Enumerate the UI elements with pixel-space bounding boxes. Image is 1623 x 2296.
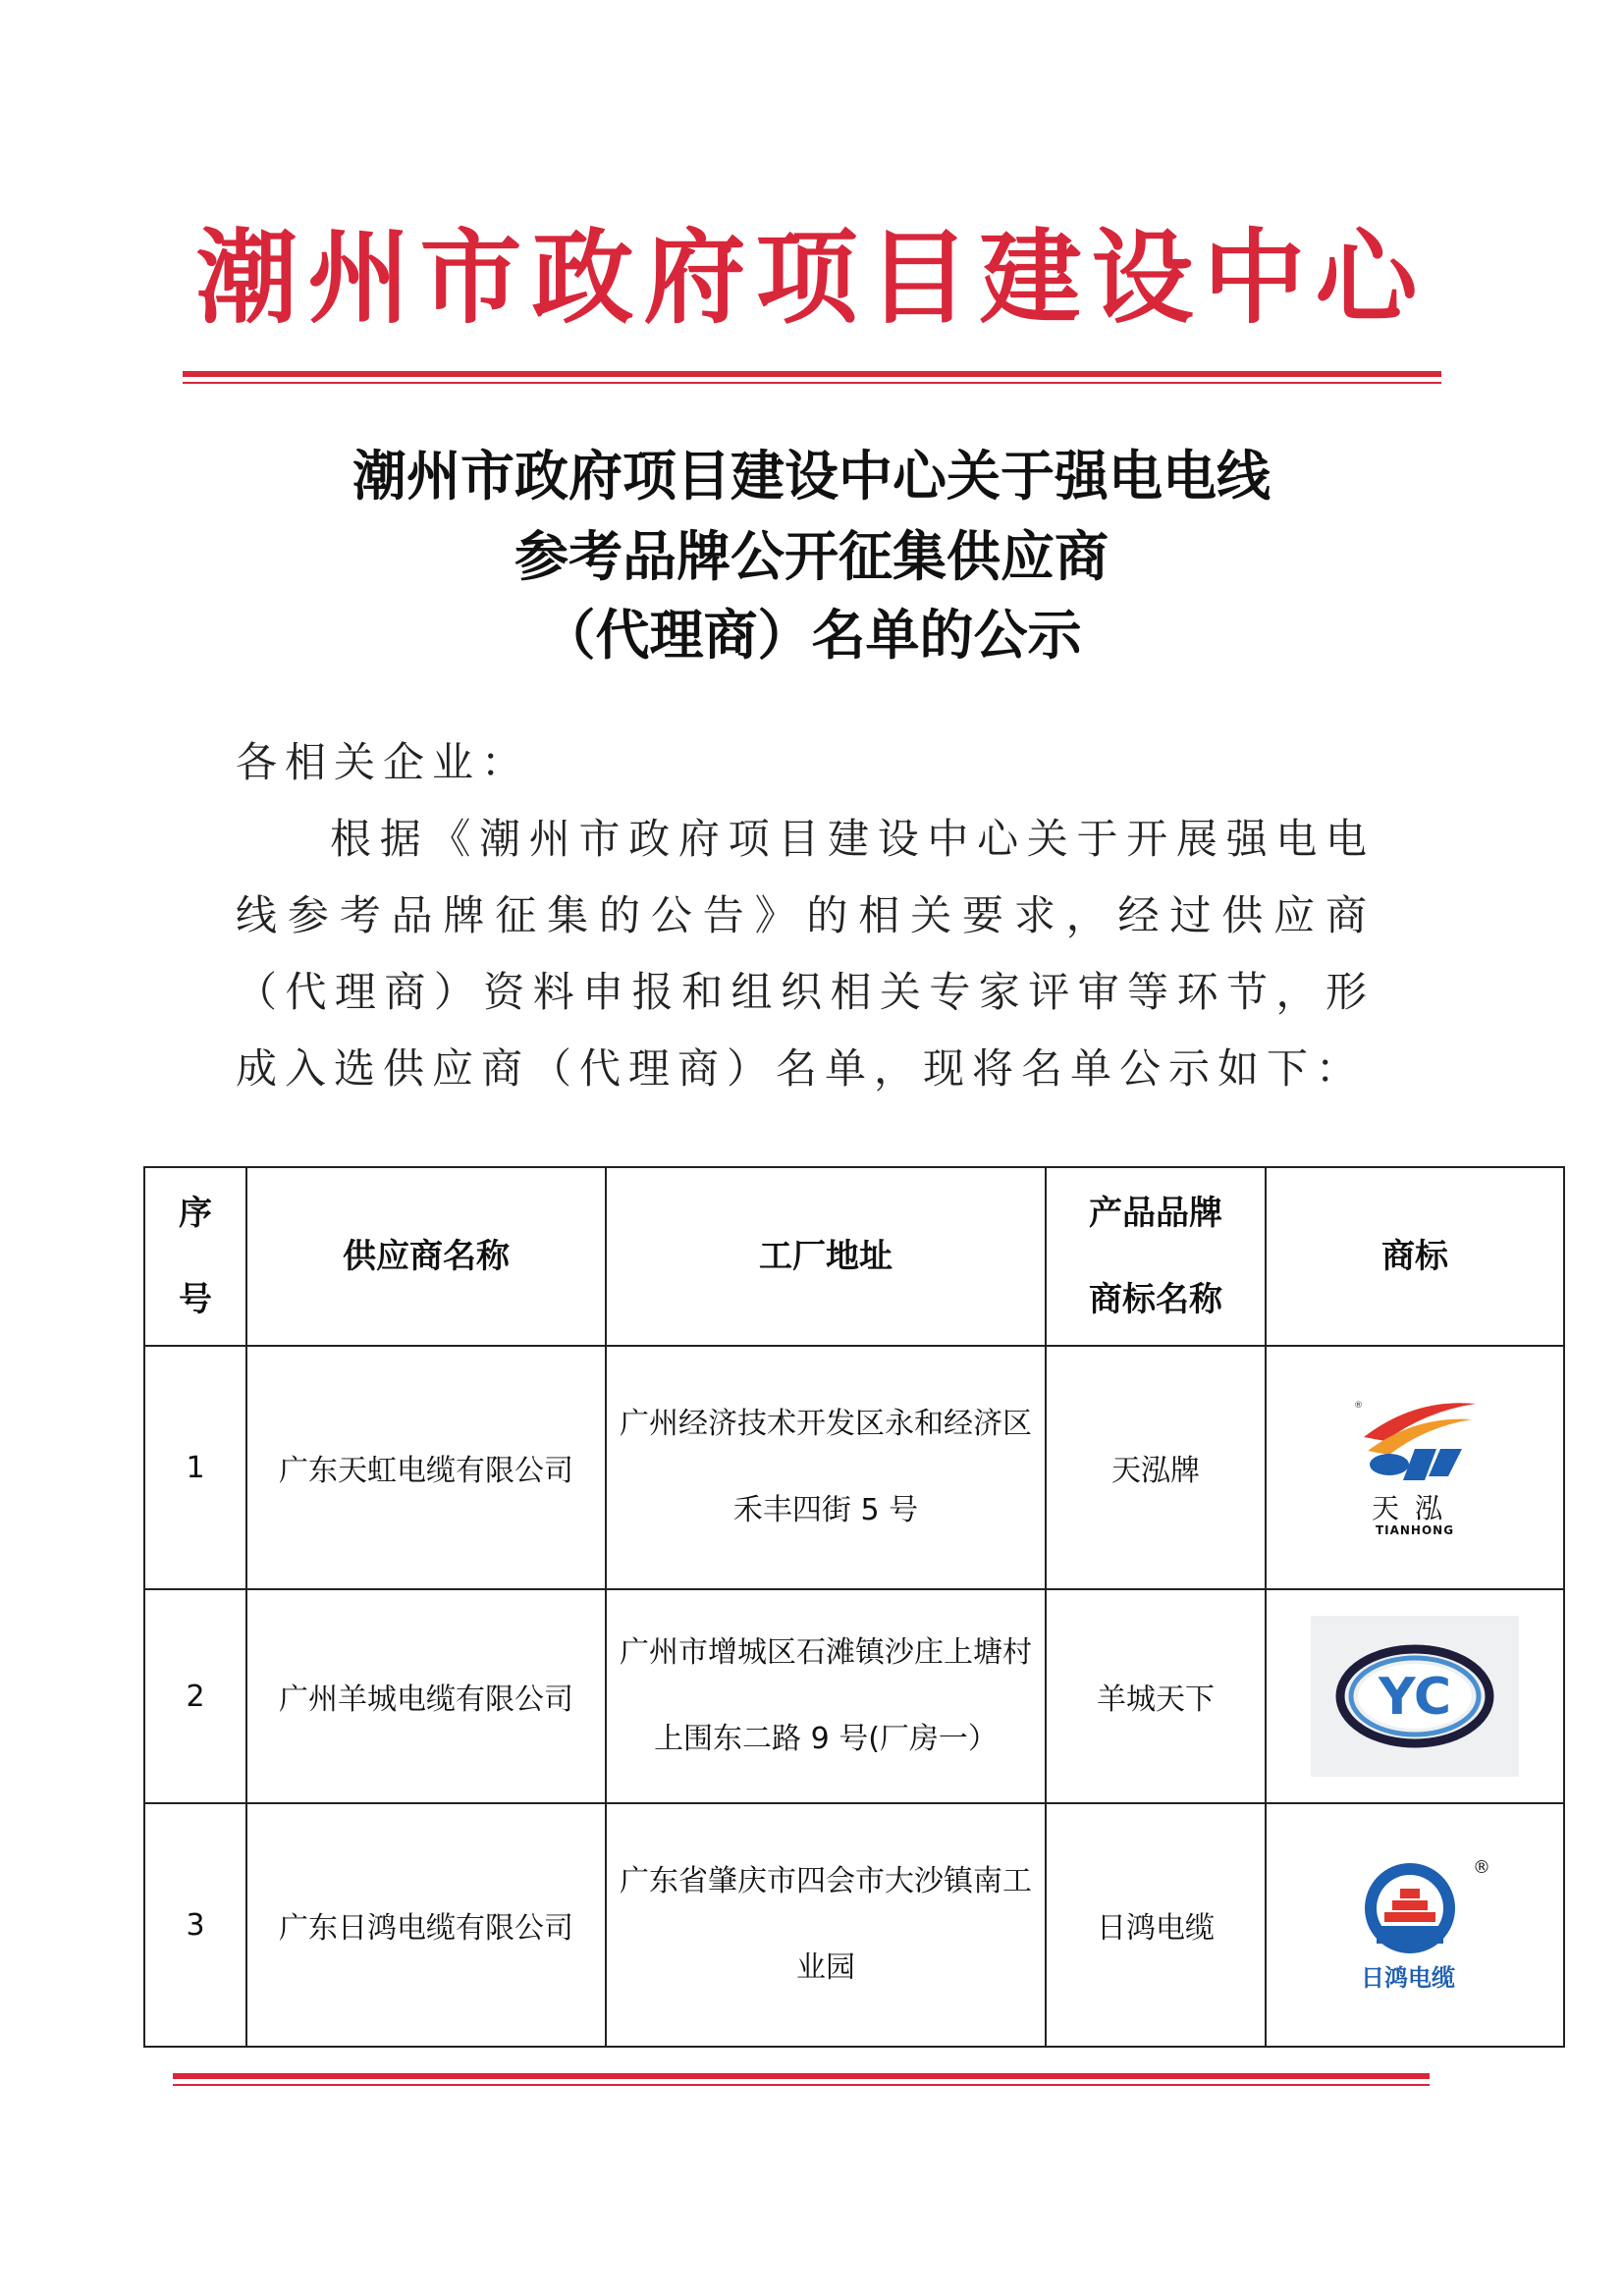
header-address: 工厂地址 [606,1167,1046,1346]
letterhead-rule-thin [183,382,1441,384]
header-index [144,1167,246,1346]
row-address [606,1803,1046,2047]
row-index: 2 [144,1589,246,1803]
rihong-logo [1341,1857,1488,1993]
row-supplier: 广东天虹电缆有限公司 [246,1346,606,1589]
row-brand: 日鸿电缆 [1046,1803,1266,2047]
rihong-registered-mark: ® [1473,1857,1490,1878]
tianhong-logo-cn: 天泓 [1371,1492,1458,1524]
header-index-line2: 号 [179,1280,212,1319]
row-supplier: 广州羊城电缆有限公司 [246,1589,606,1803]
header-brand-line1: 产品品牌 [1089,1194,1222,1233]
row-index: 1 [144,1346,246,1589]
tianhong-logo-en: TIANHONG [1375,1523,1455,1537]
yangcheng-logo [1311,1616,1519,1777]
row-logo [1266,1346,1564,1589]
tianhong-swoosh-icon [1346,1398,1484,1486]
tianhong-logo [1346,1398,1484,1537]
rihong-logo-cn: 日鸿电缆 [1361,1964,1455,1992]
row-logo [1266,1803,1564,2047]
letterhead-rule-thick [183,371,1441,377]
row-address-line2: 禾丰四街 5 号 [732,1493,919,1527]
yangcheng-logo-mark: YC [1379,1668,1451,1727]
row-brand: 羊城天下 [1046,1589,1266,1803]
salutation: 各相关企业： [236,738,531,786]
row-address [606,1589,1046,1803]
table-header-row [144,1167,1564,1346]
footer-rule-thick [173,2073,1430,2079]
row-address-line2: 上围东二路 9 号(厂房一） [654,1722,998,1756]
body-paragraph: 根据《潮州市政府项目建设中心关于开展强电电线参考品牌征集的公告》的相关要求，经过供应商（代理商）资料申报和组织相关专家评审等环节，形成入选供应商（代理商）名单，现将名单公示如下： [236,815,1375,1093]
row-address-line1: 广东省肇庆市四会市大沙镇南工 [620,1864,1032,1898]
row-address [606,1346,1046,1589]
row-address-line1: 广州市增城区石滩镇沙庄上塘村 [620,1635,1032,1670]
svg-text:®: ® [1354,1401,1363,1411]
yangcheng-emblem-icon [1311,1616,1519,1777]
row-supplier: 广东日鸿电缆有限公司 [246,1803,606,2047]
footer-rule-thin [173,2084,1430,2086]
row-address-line1: 广州经济技术开发区永和经济区 [620,1407,1032,1441]
header-logo: 商标 [1266,1167,1564,1346]
table-row [144,1589,1564,1803]
document-title-line3: （代理商）名单的公示 [541,603,1082,667]
row-brand: 天泓牌 [1046,1346,1266,1589]
header-supplier: 供应商名称 [246,1167,606,1346]
table-row [144,1346,1564,1589]
document-title-line1: 潮州市政府项目建设中心关于强电电线 [352,444,1271,507]
table-row [144,1803,1564,2047]
header-index-line1: 序 [179,1194,212,1233]
rihong-emblem-icon [1341,1857,1488,1955]
supplier-table [143,1166,1565,2048]
row-index: 3 [144,1803,246,2047]
header-brand-line2: 商标名称 [1089,1280,1222,1319]
document-title-line2: 参考品牌公开征集供应商 [514,524,1109,588]
letterhead-org-name: 潮州市政府项目建设中心 [195,217,1428,338]
header-brand [1046,1167,1266,1346]
row-logo [1266,1589,1564,1803]
row-address-line2: 业园 [796,1950,855,1985]
